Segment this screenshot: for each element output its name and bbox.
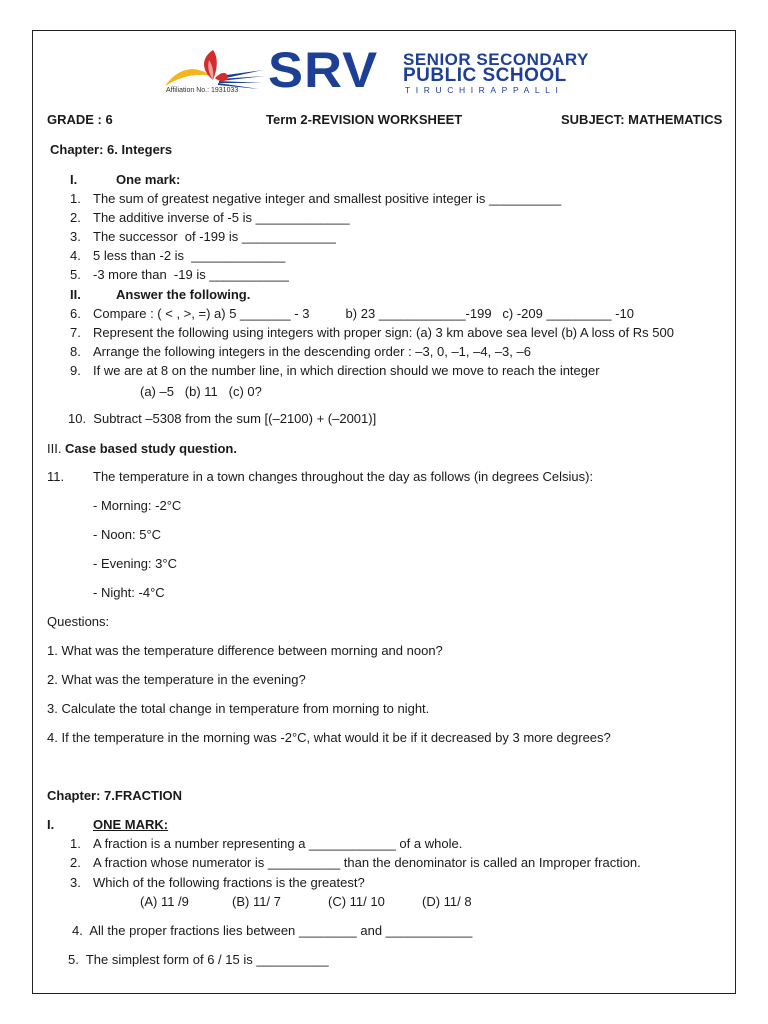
- question-text: The sum of greatest negative integer and smallest positive integer is __________: [93, 191, 562, 206]
- section-title: ONE MARK:: [93, 817, 169, 832]
- question-number: 3.: [70, 229, 81, 244]
- question-text: 4. All the proper fractions lies between ________ and ____________: [72, 923, 473, 938]
- question-number: 9.: [70, 363, 81, 378]
- question-text: The temperature in a town changes throughout the day as follows (in degrees Celsius):: [93, 469, 594, 484]
- temperature-item: - Noon: 5°C: [93, 527, 162, 542]
- questions-label: Questions:: [47, 614, 110, 629]
- affiliation-text: Affiliation No.: 1931033: [166, 87, 239, 94]
- chapter7-title: Chapter: 7.FRACTION: [47, 788, 183, 803]
- question-number: 4.: [70, 248, 81, 263]
- option-b: (B) 11/ 7: [232, 894, 281, 909]
- option-d: (D) 11/ 8: [422, 894, 472, 909]
- question-number: 3.: [70, 875, 81, 890]
- question-text: Compare : ( < , >, =) a) 5 _______ - 3 b) 23 ____________-199 c) -209 _________ -10: [93, 306, 634, 321]
- question-options: (a) –5 (b) 11 (c) 0?: [140, 384, 262, 399]
- section-title: Answer the following.: [116, 287, 251, 302]
- question-text: -3 more than -19 is ___________: [93, 267, 289, 282]
- section-number: I.: [70, 172, 78, 187]
- question-number: 1.: [70, 836, 81, 851]
- question-number: 7.: [70, 325, 81, 340]
- question-number: 1.: [70, 191, 81, 206]
- chapter6-title: Chapter: 6. Integers: [50, 142, 173, 157]
- temperature-item: - Evening: 3°C: [93, 556, 177, 571]
- section-number: II.: [70, 287, 81, 302]
- section-number: I.: [47, 817, 55, 832]
- temperature-item: - Night: -4°C: [93, 585, 165, 600]
- section-number: III.: [47, 441, 62, 456]
- case-question: 3. Calculate the total change in temperature from morning to night.: [47, 701, 430, 716]
- logo-line1: SENIOR SECONDARY: [403, 50, 589, 69]
- grade-label: GRADE : 6: [47, 112, 113, 127]
- logo-line3: TIRUCHIRAPPALLI: [405, 85, 564, 95]
- question-number: 11.: [47, 469, 65, 484]
- question-number: 2.: [70, 855, 81, 870]
- case-question: 2. What was the temperature in the evening?: [47, 672, 306, 687]
- question-text: Arrange the following integers in the descending order : –3, 0, –1, –4, –3, –6: [93, 344, 531, 359]
- question-text: The successor of -199 is _____________: [93, 229, 336, 244]
- question-text: Represent the following using integers with proper sign: (a) 3 km above sea level (b) A loss of Rs 500: [93, 325, 674, 340]
- subject-label: SUBJECT: MATHEMATICS: [561, 112, 723, 127]
- worksheet-title: Term 2-REVISION WORKSHEET: [266, 112, 463, 127]
- question-text: A fraction is a number representing a ____________ of a whole.: [93, 836, 463, 851]
- option-a: (A) 11 /9: [140, 894, 189, 909]
- case-question: 4. If the temperature in the morning was -2°C, what would it be if it decreased by 3 more degrees?: [47, 730, 611, 745]
- section-title: One mark:: [116, 172, 181, 187]
- question-text: A fraction whose numerator is __________ than the denominator is called an Improper fraction.: [93, 855, 641, 870]
- question-text: 5 less than -2 is _____________: [93, 248, 286, 263]
- question-number: 6.: [70, 306, 81, 321]
- question-text: 10. Subtract –5308 from the sum [(–2100) + (–2001)]: [68, 411, 377, 426]
- question-number: 8.: [70, 344, 81, 359]
- temperature-item: - Morning: -2°C: [93, 498, 182, 513]
- option-c: (C) 11/ 10: [328, 894, 385, 909]
- question-text: 5. The simplest form of 6 / 15 is __________: [68, 952, 329, 967]
- section-title: Case based study question.: [65, 441, 237, 456]
- question-number: 2.: [70, 210, 81, 225]
- question-number: 5.: [70, 267, 81, 282]
- logo-line2: PUBLIC SCHOOL: [403, 65, 567, 86]
- case-question: 1. What was the temperature difference between morning and noon?: [47, 643, 443, 658]
- logo-brand: SRV: [268, 42, 379, 98]
- question-text: The additive inverse of -5 is _____________: [93, 210, 350, 225]
- question-text: If we are at 8 on the number line, in which direction should we move to reach the integer: [93, 363, 600, 378]
- question-text: Which of the following fractions is the greatest?: [93, 875, 365, 890]
